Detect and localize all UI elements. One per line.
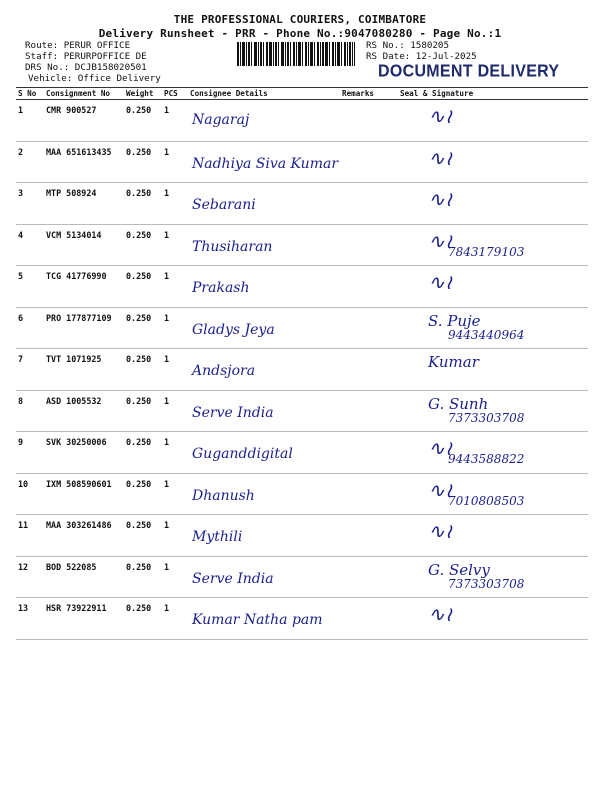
cell-signature — [398, 224, 588, 266]
cell-remarks — [340, 224, 398, 266]
cell-pcs: 1 — [162, 100, 188, 142]
cell-remarks — [340, 473, 398, 515]
cell-cno: TCG 41776990 — [44, 266, 124, 308]
cell-pcs: 1 — [162, 266, 188, 308]
cell-cno: MAA 303261486 — [44, 515, 124, 557]
consignee-name: Prakash — [192, 280, 250, 296]
cell-weight: 0.250 — [124, 224, 162, 266]
cell-sno: 13 — [16, 598, 44, 640]
cell-weight: 0.250 — [124, 556, 162, 598]
signature-mark: ∿⁢≀ — [428, 602, 453, 626]
cell-consignee — [188, 390, 340, 432]
cell-weight: 0.250 — [124, 473, 162, 515]
cell-pcs: 1 — [162, 349, 188, 391]
cell-consignee — [188, 307, 340, 349]
col-header-sno: S No — [16, 88, 44, 100]
signature-mark: ∿⁢≀ — [428, 145, 453, 170]
table-row — [16, 390, 588, 432]
col-header-remarks: Remarks — [340, 88, 398, 100]
col-header-pcs: PCS — [162, 88, 188, 100]
phone-number: 9443440964 — [448, 327, 525, 342]
cell-cno: TVT 1071925 — [44, 349, 124, 391]
cell-signature — [398, 598, 588, 640]
signature-mark: ∿⁢≀ — [428, 477, 453, 502]
document-delivery-badge: DOCUMENT DELIVERY — [378, 62, 560, 81]
cell-signature — [398, 183, 588, 225]
table-row — [16, 556, 588, 598]
consignee-name: Dhanush — [192, 487, 255, 504]
signature-mark: G. Sunh — [428, 394, 489, 413]
cell-remarks — [340, 556, 398, 598]
table-row — [16, 598, 588, 640]
cell-sno: 10 — [16, 473, 44, 515]
cell-signature — [398, 515, 588, 557]
cell-signature — [398, 390, 588, 432]
cell-sno: 9 — [16, 432, 44, 474]
table-row — [16, 349, 588, 391]
cell-pcs: 1 — [162, 307, 188, 349]
cell-cno: VCM 5134014 — [44, 224, 124, 266]
signature-mark: Kumar — [428, 353, 479, 371]
table-header-row — [16, 88, 588, 100]
cell-sno: 11 — [16, 515, 44, 557]
consignee-name: Serve India — [192, 404, 274, 421]
rs-date-text: RS Date: 12-Jul-2025 — [366, 51, 477, 62]
cell-remarks — [340, 266, 398, 308]
phone-number: 7843179103 — [448, 244, 525, 259]
cell-consignee — [188, 183, 340, 225]
cell-sno: 5 — [16, 266, 44, 308]
signature-mark: S. Puje — [428, 311, 481, 330]
company-title: THE PROFESSIONAL COURIERS, COIMBATORE — [173, 13, 427, 26]
cell-signature — [398, 266, 588, 308]
cell-remarks — [340, 307, 398, 349]
consignee-name: Nagaraj — [192, 112, 250, 128]
table-row — [16, 266, 588, 308]
cell-consignee — [188, 432, 340, 474]
cell-consignee — [188, 349, 340, 391]
cell-cno: CMR 900527 — [44, 100, 124, 142]
table-row — [16, 307, 588, 349]
consignee-name: Nadhiya Siva Kumar — [192, 155, 339, 172]
cell-consignee — [188, 266, 340, 308]
table-row — [16, 432, 588, 474]
cell-cno: HSR 73922911 — [44, 598, 124, 640]
cell-weight: 0.250 — [124, 100, 162, 142]
cell-cno: ASD 1005532 — [44, 390, 124, 432]
cell-cno: MTP 508924 — [44, 183, 124, 225]
cell-cno: SVK 30250006 — [44, 432, 124, 474]
cell-cno: IXM 508590601 — [44, 473, 124, 515]
consignee-name: Andsjora — [192, 363, 256, 379]
cell-consignee — [188, 515, 340, 557]
table-row — [16, 183, 588, 225]
cell-signature — [398, 432, 588, 474]
signature-mark: ∿⁢≀ — [428, 270, 453, 294]
col-header-consignee: Consignee Details — [188, 88, 340, 100]
cell-cno: MAA 651613435 — [44, 141, 124, 183]
cell-consignee — [188, 141, 340, 183]
signature-mark: G. Selvy — [428, 560, 490, 579]
consignee-name: Gladys Jeya — [192, 321, 275, 338]
runsheet-table — [16, 87, 588, 640]
signature-mark: ∿⁢≀ — [428, 519, 453, 543]
cell-sno: 4 — [16, 224, 44, 266]
phone-number: 7010808503 — [448, 493, 525, 508]
cell-consignee — [188, 598, 340, 640]
cell-weight: 0.250 — [124, 598, 162, 640]
cell-remarks — [340, 598, 398, 640]
cell-sno: 3 — [16, 183, 44, 225]
cell-cno: BOD 522085 — [44, 556, 124, 598]
consignee-name: Mythili — [192, 529, 243, 545]
barcode — [237, 42, 355, 66]
consignee-name: Kumar Natha pam — [192, 612, 323, 628]
cell-remarks — [340, 515, 398, 557]
runsheet-subtitle: Delivery Runsheet - PRR - Phone No.:9047080280 - Page No.:1 — [98, 27, 502, 40]
cell-pcs: 1 — [162, 473, 188, 515]
cell-sno: 8 — [16, 390, 44, 432]
cell-remarks — [340, 432, 398, 474]
staff-text: Staff: PERURPOFFICE DE — [25, 51, 147, 62]
cell-pcs: 1 — [162, 598, 188, 640]
signature-mark: ∿⁢≀ — [428, 436, 453, 460]
cell-consignee — [188, 556, 340, 598]
cell-weight: 0.250 — [124, 183, 162, 225]
route-text: Route: PERUR OFFICE — [25, 40, 131, 51]
cell-pcs: 1 — [162, 515, 188, 557]
cell-signature — [398, 100, 588, 142]
cell-weight: 0.250 — [124, 141, 162, 183]
table-row — [16, 515, 588, 557]
cell-sno: 1 — [16, 100, 44, 142]
cell-weight: 0.250 — [124, 432, 162, 474]
cell-weight: 0.250 — [124, 266, 162, 308]
signature-mark: ∿⁢≀ — [428, 187, 453, 211]
cell-weight: 0.250 — [124, 515, 162, 557]
cell-remarks — [340, 100, 398, 142]
consignee-name: Guganddigital — [192, 446, 293, 462]
cell-weight: 0.250 — [124, 349, 162, 391]
cell-signature — [398, 141, 588, 183]
cell-pcs: 1 — [162, 183, 188, 225]
cell-pcs: 1 — [162, 432, 188, 474]
cell-pcs: 1 — [162, 141, 188, 183]
cell-remarks — [340, 390, 398, 432]
col-header-weight: Weight — [124, 88, 162, 100]
cell-signature — [398, 556, 588, 598]
cell-pcs: 1 — [162, 224, 188, 266]
drs-text: DRS No.: DCJB158020501 — [25, 62, 147, 73]
signature-mark: ∿⁢≀ — [428, 228, 453, 253]
cell-consignee — [188, 100, 340, 142]
table-row — [16, 141, 588, 183]
cell-sno: 2 — [16, 141, 44, 183]
phone-number: 7373303708 — [448, 410, 525, 425]
cell-weight: 0.250 — [124, 390, 162, 432]
cell-signature — [398, 307, 588, 349]
cell-consignee — [188, 224, 340, 266]
cell-sno: 6 — [16, 307, 44, 349]
cell-weight: 0.250 — [124, 307, 162, 349]
cell-remarks — [340, 183, 398, 225]
table-row — [16, 100, 588, 142]
cell-sno: 7 — [16, 349, 44, 391]
cell-consignee — [188, 473, 340, 515]
table-row — [16, 224, 588, 266]
signature-mark: ∿⁢≀ — [428, 104, 453, 128]
phone-number: 9443588822 — [448, 452, 525, 466]
cell-signature — [398, 473, 588, 515]
cell-remarks — [340, 349, 398, 391]
cell-remarks — [340, 141, 398, 183]
col-header-consignment: Consignment No — [44, 88, 124, 100]
col-header-signature: Seal & Signature — [398, 88, 588, 100]
cell-pcs: 1 — [162, 556, 188, 598]
consignee-name: Thusiharan — [192, 238, 273, 255]
table-row — [16, 473, 588, 515]
vehicle-text: Vehicle: Office Delivery — [28, 73, 161, 84]
cell-signature — [398, 349, 588, 391]
rs-no-text: RS No.: 1580205 — [366, 40, 449, 51]
phone-number: 7373303708 — [448, 576, 525, 591]
consignee-name: Serve India — [192, 570, 274, 587]
cell-sno: 12 — [16, 556, 44, 598]
cell-pcs: 1 — [162, 390, 188, 432]
cell-cno: PRO 177877109 — [44, 307, 124, 349]
consignee-name: Sebarani — [192, 197, 256, 213]
